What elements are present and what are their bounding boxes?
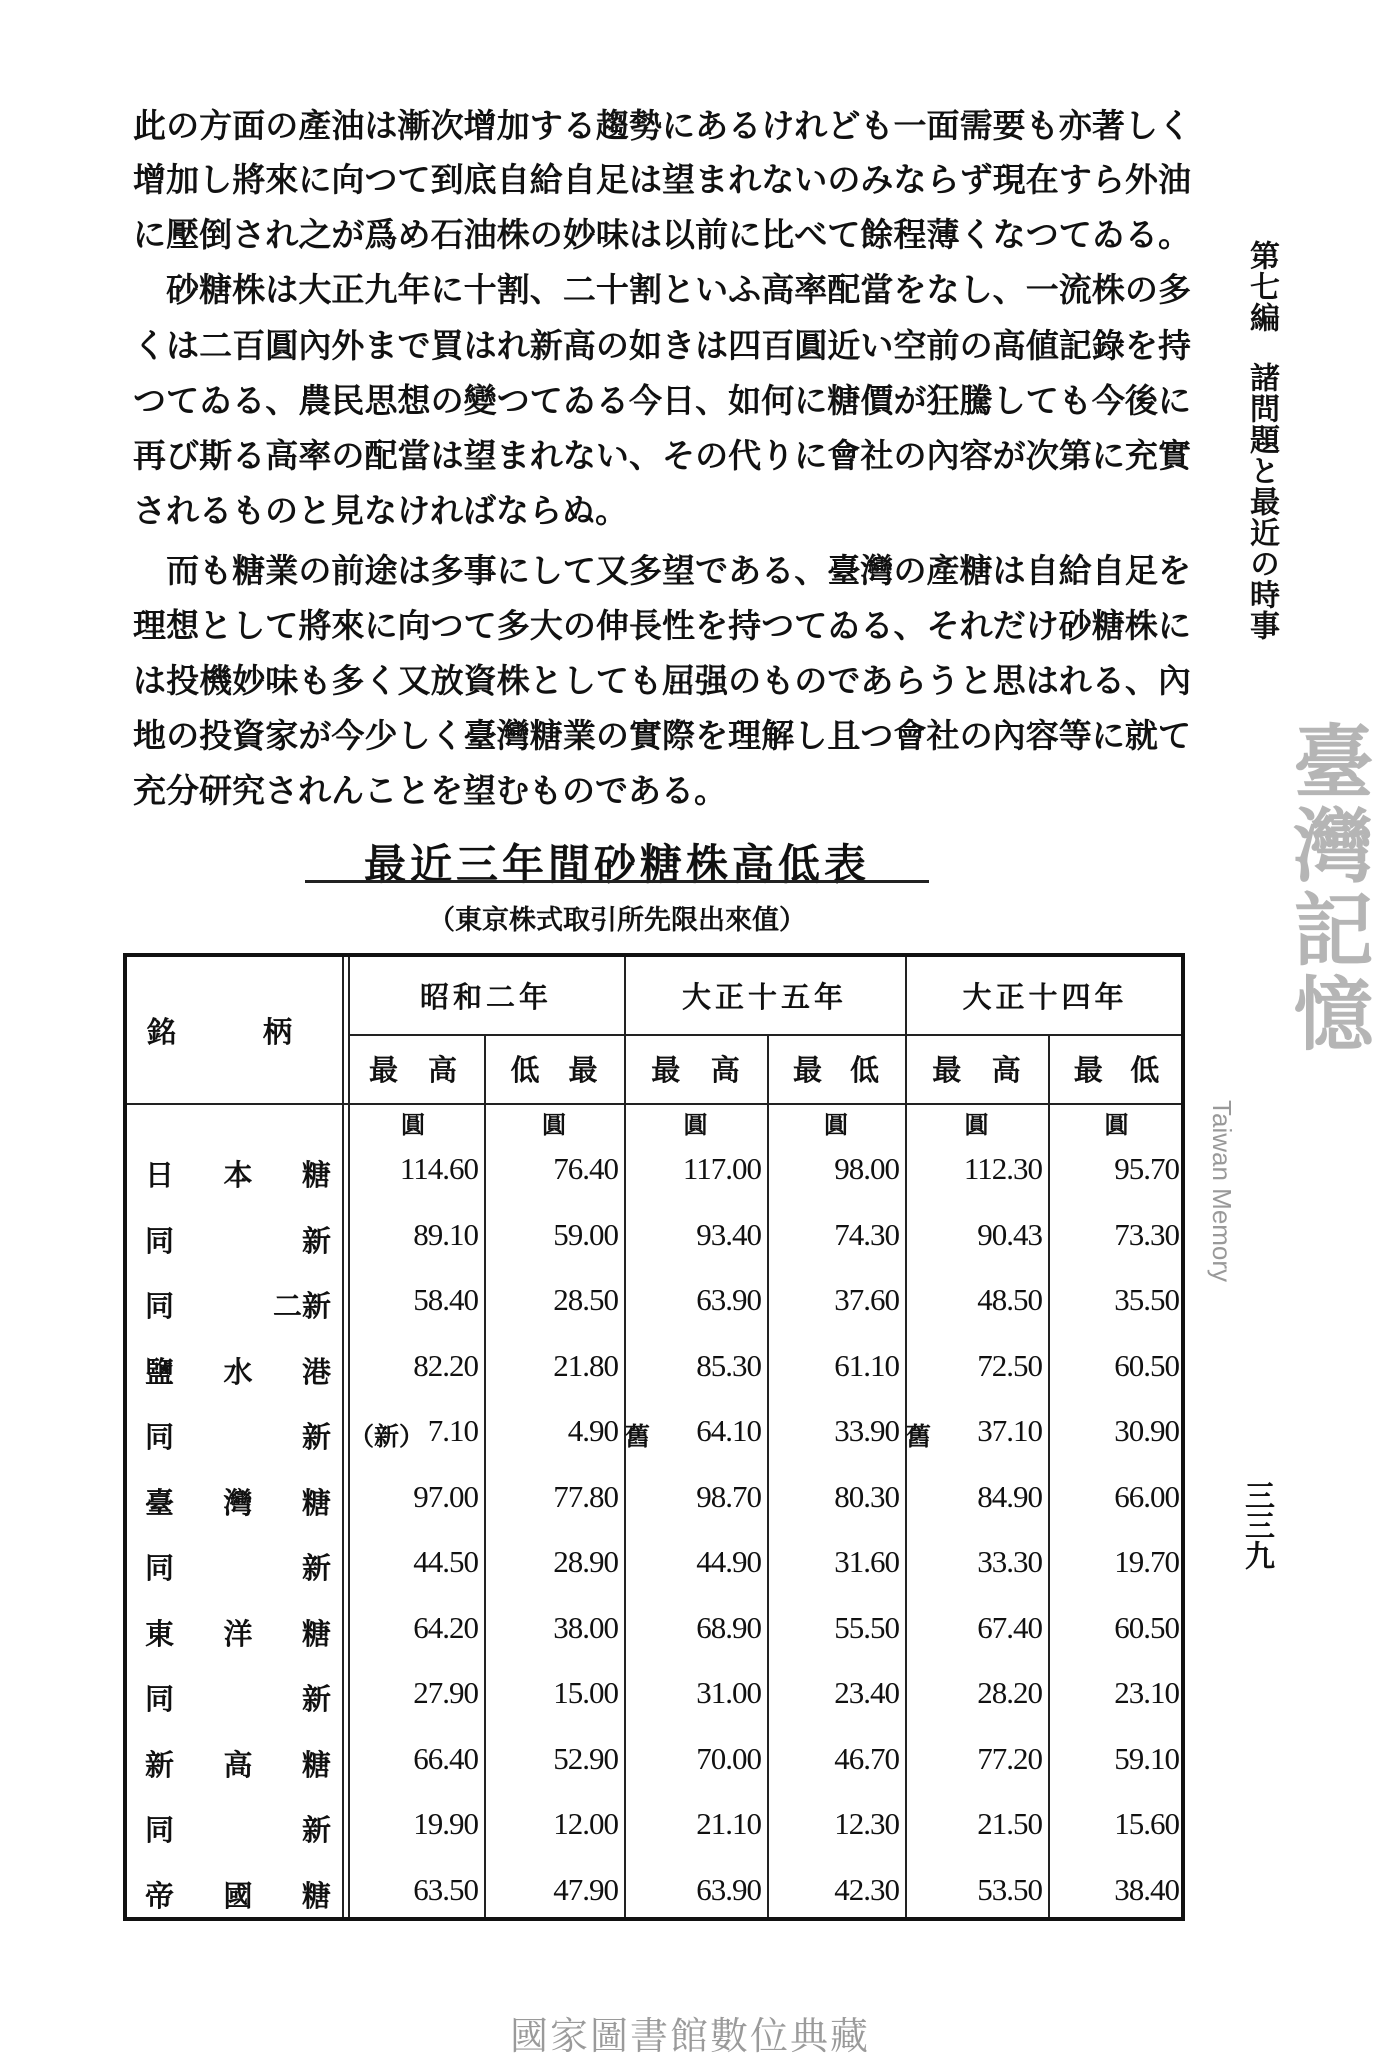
price-cell: 80.30 — [834, 1478, 899, 1514]
table-title: 最近三年間砂糖株高低表 — [363, 840, 870, 889]
price-cell: 63.90 — [696, 1282, 761, 1317]
table-row — [127, 1858, 1181, 1924]
table-row — [127, 1399, 1181, 1465]
price-cell: 48.50 — [977, 1282, 1042, 1317]
stock-name-part: 同 — [145, 1223, 175, 1258]
price-cell: 21.50 — [977, 1806, 1042, 1841]
price-cell: 33.90 — [834, 1413, 899, 1448]
body-line: 充分研究されんことを望むものである。 — [133, 771, 727, 810]
body-line: 而も糖業の前途は多事にして又多望である、臺灣の產糖は自給自足を — [133, 551, 1191, 590]
sub-header — [767, 1034, 905, 1103]
price-cell: 37.10 — [977, 1413, 1042, 1448]
stock-name — [145, 1546, 331, 1587]
price-cell: 27.90 — [413, 1675, 478, 1710]
price-cell: 58.40 — [413, 1282, 478, 1317]
stock-name-part: 臺 — [145, 1485, 175, 1520]
sub-header — [905, 1034, 1048, 1103]
stock-name-part: 鹽 — [145, 1354, 175, 1389]
watermark-text: Taiwan Memory — [1207, 1100, 1237, 1283]
price-cell: 19.70 — [1114, 1544, 1179, 1579]
table-row — [127, 1727, 1181, 1793]
year-header: 大正十四年 — [962, 980, 1128, 1014]
stock-name — [145, 1874, 331, 1915]
table-subtitle: （東京株式取引所先限出來值） — [428, 905, 806, 936]
sub-header-char: 低 — [849, 1053, 879, 1087]
price-cell: 66.00 — [1114, 1478, 1179, 1514]
stock-name-part: 灣 — [223, 1485, 253, 1520]
table-row — [127, 1334, 1181, 1400]
body-line: 砂糖株は大正九年に十割、二十割といふ高率配當をなし、一流株の多 — [133, 270, 1191, 309]
price-cell: 21.10 — [696, 1806, 761, 1841]
page-number: 三三九 — [1239, 1480, 1274, 1570]
stock-name-part: 同 — [145, 1289, 175, 1323]
price-cell: 12.30 — [834, 1806, 899, 1841]
stock-name-part: 高 — [223, 1747, 253, 1782]
price-cell: 33.30 — [977, 1544, 1042, 1579]
sub-header — [1048, 1034, 1185, 1103]
sub-header — [342, 1034, 484, 1103]
stock-name-part: 新 — [301, 1420, 331, 1454]
stock-name-part: 糖 — [301, 1747, 331, 1782]
price-prefix: 舊 — [906, 1422, 932, 1451]
price-cell: 97.00 — [413, 1478, 478, 1514]
price-prefix: 舊 — [625, 1422, 651, 1451]
part-heading: 第七編 — [1244, 240, 1279, 333]
price-cell: 73.30 — [1114, 1216, 1179, 1252]
price-cell: 72.50 — [977, 1347, 1042, 1383]
price-cell: 68.90 — [696, 1609, 761, 1645]
unit-label: 圓 — [824, 1110, 848, 1139]
body-line: に壓倒され之が爲め石油株の妙味は以前に比べて餘程薄くなつてゐる。 — [133, 215, 1191, 254]
sub-header-char: 最 — [651, 1053, 681, 1087]
body-line: くは二百圓內外まで買はれ新高の如きは四百圓近い空前の高値記錄を持 — [133, 326, 1191, 365]
price-cell: 38.00 — [553, 1609, 618, 1645]
price-cell: 67.40 — [977, 1609, 1042, 1645]
stock-name — [145, 1677, 331, 1718]
sub-header-char: 最 — [792, 1053, 822, 1087]
price-cell: 31.00 — [696, 1675, 761, 1710]
table-row — [127, 1596, 1181, 1662]
unit-label: 圓 — [1104, 1110, 1129, 1139]
stock-name-part: 新 — [301, 1813, 331, 1847]
price-cell: 59.10 — [1114, 1740, 1179, 1776]
stock-name — [145, 1743, 331, 1784]
price-cell: 53.50 — [977, 1871, 1042, 1907]
header-char: 銘 — [147, 1014, 177, 1049]
price-cell: 112.30 — [963, 1151, 1042, 1186]
price-cell: 38.40 — [1114, 1871, 1179, 1907]
price-cell: 117.00 — [682, 1151, 761, 1186]
price-cell: 21.80 — [553, 1347, 618, 1383]
body-line: は投機妙味も多く又放資株としても屈强のものであらうと思はれる、內 — [133, 661, 1191, 700]
table-row — [127, 1530, 1181, 1596]
price-cell: 61.10 — [834, 1347, 899, 1383]
price-cell: 74.30 — [834, 1216, 899, 1252]
sub-header-char: 最 — [368, 1053, 398, 1087]
price-cell: 37.60 — [834, 1282, 899, 1317]
price-cell: 28.20 — [977, 1675, 1042, 1710]
title-underline — [305, 880, 929, 883]
table-row — [127, 1203, 1181, 1269]
sub-header-char: 最 — [1073, 1053, 1103, 1087]
stock-name — [145, 1219, 331, 1260]
stock-name — [145, 1415, 331, 1456]
price-cell: 55.50 — [834, 1609, 899, 1645]
price-cell: 64.10 — [696, 1413, 761, 1448]
sub-header-char: 高 — [427, 1053, 457, 1087]
price-cell: 59.00 — [553, 1216, 618, 1252]
price-cell: 93.40 — [696, 1216, 761, 1252]
price-cell: 85.30 — [696, 1347, 761, 1383]
stock-name-part: 糖 — [301, 1158, 331, 1192]
price-cell: 63.50 — [413, 1871, 478, 1907]
unit-label: 圓 — [401, 1110, 425, 1139]
price-cell: 95.70 — [1114, 1151, 1179, 1186]
stock-name-part: 本 — [223, 1158, 253, 1192]
price-prefix: （新） — [349, 1422, 425, 1451]
price-cell: 60.50 — [1114, 1347, 1179, 1383]
year-header: 大正十五年 — [681, 980, 847, 1014]
stock-name-part: 糖 — [301, 1485, 331, 1520]
chapter-heading: 諸問題と最近の時事 — [1244, 362, 1279, 641]
stock-name-part: 洋 — [223, 1616, 253, 1651]
price-cell: 19.90 — [413, 1806, 478, 1841]
library-footer: 國家圖書館數位典藏 — [509, 2014, 870, 2058]
price-cell: 77.20 — [977, 1740, 1042, 1776]
stock-name-part: 新 — [301, 1682, 331, 1716]
table-row — [127, 1465, 1181, 1531]
price-cell: 4.90 — [567, 1413, 618, 1448]
price-cell: 15.00 — [553, 1675, 618, 1710]
stock-name — [145, 1350, 331, 1391]
body-line: 此の方面の產油は漸次增加する趨勢にあるけれども一面需要も亦著しく — [133, 106, 1191, 145]
sub-header-char: 高 — [710, 1053, 740, 1087]
sub-header-char: 低 — [1130, 1053, 1160, 1087]
sub-header — [624, 1034, 767, 1103]
price-cell: 7.10 — [427, 1413, 478, 1448]
year-header: 昭和二年 — [419, 980, 552, 1014]
table-row — [127, 1792, 1181, 1858]
price-cell: 12.00 — [553, 1806, 618, 1841]
body-line: 理想として將來に向つて多大の伸長性を持つてゐる、それだけ砂糖株に — [133, 606, 1191, 645]
price-cell: 42.30 — [834, 1871, 899, 1907]
stock-name-part: 糖 — [301, 1616, 331, 1651]
price-cell: 28.90 — [553, 1544, 618, 1579]
sub-header-char: 最 — [932, 1053, 962, 1087]
stock-name-part: 國 — [223, 1878, 253, 1913]
price-cell: 82.20 — [413, 1347, 478, 1383]
body-line: 增加し將來に向つて到底自給自足は望まれないのみならず現在すら外油 — [133, 160, 1191, 199]
stock-name-part: 同 — [145, 1420, 175, 1454]
stock-name — [145, 1153, 331, 1194]
table-row — [127, 1137, 1181, 1203]
stock-name-part: 新 — [301, 1223, 331, 1258]
price-cell: 66.40 — [413, 1740, 478, 1776]
sub-header-char: 低 — [510, 1053, 540, 1087]
table-row — [127, 1268, 1181, 1334]
price-cell: 64.20 — [413, 1609, 478, 1645]
stock-name — [145, 1284, 331, 1325]
stock-name-part: 新 — [145, 1747, 175, 1782]
table-row — [127, 1661, 1181, 1727]
header-char: 柄 — [262, 1014, 292, 1049]
price-cell: 46.70 — [834, 1740, 899, 1776]
price-cell: 76.40 — [553, 1151, 618, 1186]
body-line: 地の投資家が今少しく臺灣糖業の實際を理解し且つ會社の內容等に就て — [133, 716, 1191, 755]
stock-name-part: 東 — [145, 1616, 175, 1651]
price-cell: 98.70 — [696, 1478, 761, 1514]
price-cell: 44.50 — [413, 1544, 478, 1579]
body-line: 再び斯る高率の配當は望まれない、その代りに會社の內容が次第に充實 — [133, 436, 1191, 475]
stock-name-part: 日 — [145, 1158, 175, 1192]
watermark-logo: 臺灣記憶 — [1280, 720, 1374, 1056]
stock-name-part: 同 — [145, 1551, 175, 1585]
price-cell: 98.00 — [834, 1151, 899, 1186]
unit-label: 圓 — [683, 1110, 708, 1139]
price-cell: 30.90 — [1114, 1413, 1179, 1448]
price-cell: 35.50 — [1114, 1282, 1179, 1317]
stock-high-low-table — [123, 953, 1185, 1921]
price-cell: 70.00 — [696, 1740, 761, 1776]
name-column-header — [127, 957, 342, 1103]
stock-name-part: 水 — [223, 1354, 253, 1389]
sub-header — [484, 1034, 624, 1103]
price-cell: 15.60 — [1114, 1806, 1179, 1841]
price-cell: 52.90 — [553, 1740, 618, 1776]
stock-name-part: 二新 — [272, 1289, 331, 1323]
body-line: されるものと見なければならぬ。 — [133, 491, 628, 530]
price-cell: 84.90 — [977, 1478, 1042, 1514]
price-cell: 23.10 — [1114, 1675, 1179, 1710]
price-cell: 63.90 — [696, 1871, 761, 1907]
price-cell: 44.90 — [696, 1544, 761, 1579]
price-cell: 60.50 — [1114, 1609, 1179, 1645]
stock-name — [145, 1612, 331, 1653]
sub-header-char: 高 — [991, 1053, 1021, 1087]
price-cell: 90.43 — [977, 1216, 1042, 1252]
stock-name-part: 同 — [145, 1682, 175, 1716]
unit-label: 圓 — [542, 1110, 566, 1139]
stock-name — [145, 1481, 331, 1522]
stock-name-part: 糖 — [301, 1878, 331, 1913]
stock-name-part: 港 — [301, 1354, 331, 1389]
price-cell: 28.50 — [553, 1282, 618, 1317]
price-cell: 31.60 — [834, 1544, 899, 1579]
stock-name-part: 帝 — [145, 1878, 175, 1913]
stock-name-part: 同 — [145, 1813, 175, 1847]
stock-name — [145, 1808, 331, 1849]
price-cell: 114.60 — [399, 1151, 478, 1186]
stock-name-part: 新 — [301, 1551, 331, 1585]
body-line: つてゐる、農民思想の變つてゐる今日、如何に糖價が狂騰しても今後に — [133, 381, 1191, 420]
price-cell: 89.10 — [413, 1216, 478, 1252]
price-cell: 23.40 — [834, 1675, 899, 1710]
unit-label: 圓 — [964, 1110, 989, 1139]
price-cell: 77.80 — [553, 1478, 618, 1514]
sub-header-char: 最 — [568, 1053, 598, 1087]
price-cell: 47.90 — [553, 1871, 618, 1907]
